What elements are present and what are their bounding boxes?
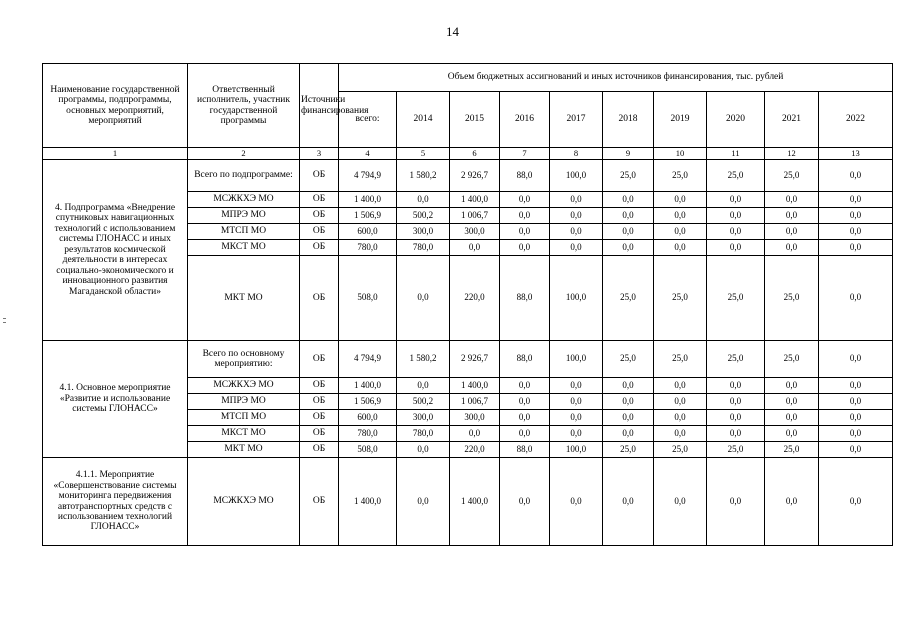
year-value-cell: 0,0 xyxy=(397,256,450,341)
year-value-cell: 0,0 xyxy=(450,426,500,442)
total-cell: 1 506,9 xyxy=(339,208,397,224)
year-value-cell: 25,0 xyxy=(765,442,819,458)
total-cell: 508,0 xyxy=(339,442,397,458)
scan-mark xyxy=(3,318,6,319)
total-cell: 780,0 xyxy=(339,240,397,256)
total-cell: 600,0 xyxy=(339,224,397,240)
column-number-row xyxy=(43,148,893,160)
year-value-cell: 0,0 xyxy=(819,256,893,341)
year-value-cell: 100,0 xyxy=(550,341,603,378)
year-value-cell: 0,0 xyxy=(654,192,707,208)
year-value-cell: 0,0 xyxy=(819,160,893,192)
executor-cell: Всего по основному мероприятию: xyxy=(188,341,300,378)
executor-cell: МКТ МО xyxy=(188,442,300,458)
year-value-cell: 0,0 xyxy=(500,224,550,240)
year-value-cell: 0,0 xyxy=(500,192,550,208)
year-value-cell: 88,0 xyxy=(500,160,550,192)
year-value-cell: 100,0 xyxy=(550,160,603,192)
year-value-cell: 100,0 xyxy=(550,256,603,341)
year-value-cell: 25,0 xyxy=(707,442,765,458)
year-value-cell: 0,0 xyxy=(765,240,819,256)
column-number: 8 xyxy=(550,148,603,160)
year-value-cell: 0,0 xyxy=(603,208,654,224)
executor-cell: МПРЭ МО xyxy=(188,208,300,224)
column-number: 7 xyxy=(500,148,550,160)
column-number: 10 xyxy=(654,148,707,160)
year-value-cell: 0,0 xyxy=(819,224,893,240)
header-year: 2014 xyxy=(397,92,450,148)
year-value-cell: 25,0 xyxy=(654,442,707,458)
executor-cell: Всего по подпрограмме: xyxy=(188,160,300,192)
source-cell: ОБ xyxy=(300,224,339,240)
year-value-cell: 25,0 xyxy=(603,160,654,192)
year-value-cell: 88,0 xyxy=(500,442,550,458)
year-value-cell: 1 400,0 xyxy=(450,192,500,208)
year-value-cell: 0,0 xyxy=(550,240,603,256)
executor-cell: МПРЭ МО xyxy=(188,394,300,410)
year-value-cell: 0,0 xyxy=(603,410,654,426)
year-value-cell: 300,0 xyxy=(450,410,500,426)
column-number: 2 xyxy=(188,148,300,160)
total-cell: 4 794,9 xyxy=(339,160,397,192)
year-value-cell: 0,0 xyxy=(819,208,893,224)
year-value-cell: 0,0 xyxy=(765,394,819,410)
year-value-cell: 0,0 xyxy=(550,394,603,410)
year-value-cell: 0,0 xyxy=(603,458,654,546)
year-value-cell: 0,0 xyxy=(765,224,819,240)
header-year: 2018 xyxy=(603,92,654,148)
header-year: 2016 xyxy=(500,92,550,148)
group-title: 4.1.1. Мероприятие «Совершенствование системы мониторинга передвижения автотранспортных средств с использованием технологий ГЛОНАСС» xyxy=(43,458,188,546)
header-year: 2020 xyxy=(707,92,765,148)
source-cell: ОБ xyxy=(300,160,339,192)
executor-cell: МКТ МО xyxy=(188,256,300,341)
source-cell: ОБ xyxy=(300,394,339,410)
year-value-cell: 0,0 xyxy=(603,240,654,256)
year-value-cell: 0,0 xyxy=(707,378,765,394)
year-value-cell: 0,0 xyxy=(550,426,603,442)
year-value-cell: 100,0 xyxy=(550,442,603,458)
year-value-cell: 0,0 xyxy=(603,426,654,442)
header-volume: Объем бюджетных ассигнований и иных источников финансирования, тыс. рублей xyxy=(339,64,893,92)
total-cell: 1 400,0 xyxy=(339,192,397,208)
column-number: 9 xyxy=(603,148,654,160)
year-value-cell: 220,0 xyxy=(450,256,500,341)
year-value-cell: 1 580,2 xyxy=(397,341,450,378)
year-value-cell: 25,0 xyxy=(654,160,707,192)
year-value-cell: 0,0 xyxy=(603,394,654,410)
source-cell: ОБ xyxy=(300,341,339,378)
year-value-cell: 25,0 xyxy=(654,341,707,378)
year-value-cell: 0,0 xyxy=(450,240,500,256)
year-value-cell: 0,0 xyxy=(707,458,765,546)
year-value-cell: 0,0 xyxy=(819,240,893,256)
year-value-cell: 25,0 xyxy=(707,256,765,341)
year-value-cell: 0,0 xyxy=(654,394,707,410)
year-value-cell: 0,0 xyxy=(603,378,654,394)
year-value-cell: 25,0 xyxy=(603,442,654,458)
table-row xyxy=(43,160,893,192)
year-value-cell: 0,0 xyxy=(765,378,819,394)
year-value-cell: 0,0 xyxy=(550,458,603,546)
total-cell: 1 506,9 xyxy=(339,394,397,410)
executor-cell: МКСТ МО xyxy=(188,240,300,256)
year-value-cell: 1 006,7 xyxy=(450,208,500,224)
executor-cell: МТСП МО xyxy=(188,224,300,240)
year-value-cell: 1 400,0 xyxy=(450,378,500,394)
year-value-cell: 500,2 xyxy=(397,208,450,224)
scan-mark xyxy=(3,322,6,323)
year-value-cell: 88,0 xyxy=(500,256,550,341)
year-value-cell: 0,0 xyxy=(500,378,550,394)
year-value-cell: 300,0 xyxy=(450,224,500,240)
source-cell: ОБ xyxy=(300,410,339,426)
source-cell: ОБ xyxy=(300,458,339,546)
source-cell: ОБ xyxy=(300,256,339,341)
column-number: 12 xyxy=(765,148,819,160)
year-value-cell: 0,0 xyxy=(654,410,707,426)
year-value-cell: 25,0 xyxy=(603,341,654,378)
year-value-cell: 0,0 xyxy=(397,458,450,546)
total-cell: 1 400,0 xyxy=(339,378,397,394)
header-source: Источники финансирования xyxy=(300,64,339,148)
year-value-cell: 1 580,2 xyxy=(397,160,450,192)
source-cell: ОБ xyxy=(300,378,339,394)
year-value-cell: 0,0 xyxy=(550,378,603,394)
year-value-cell: 0,0 xyxy=(397,442,450,458)
source-cell: ОБ xyxy=(300,240,339,256)
year-value-cell: 2 926,7 xyxy=(450,341,500,378)
header-year: 2021 xyxy=(765,92,819,148)
year-value-cell: 0,0 xyxy=(707,192,765,208)
year-value-cell: 25,0 xyxy=(707,160,765,192)
year-value-cell: 25,0 xyxy=(765,341,819,378)
year-value-cell: 0,0 xyxy=(603,224,654,240)
year-value-cell: 25,0 xyxy=(707,341,765,378)
year-value-cell: 0,0 xyxy=(819,341,893,378)
executor-cell: МСЖКХЭ МО xyxy=(188,458,300,546)
table-row xyxy=(43,458,893,546)
year-value-cell: 25,0 xyxy=(765,160,819,192)
year-value-cell: 0,0 xyxy=(765,426,819,442)
year-value-cell: 0,0 xyxy=(654,458,707,546)
executor-cell: МСЖКХЭ МО xyxy=(188,192,300,208)
year-value-cell: 0,0 xyxy=(550,224,603,240)
year-value-cell: 1 006,7 xyxy=(450,394,500,410)
executor-cell: МСЖКХЭ МО xyxy=(188,378,300,394)
year-value-cell: 0,0 xyxy=(707,410,765,426)
executor-cell: МТСП МО xyxy=(188,410,300,426)
year-value-cell: 0,0 xyxy=(819,410,893,426)
year-value-cell: 0,0 xyxy=(765,192,819,208)
year-value-cell: 0,0 xyxy=(765,410,819,426)
year-value-cell: 0,0 xyxy=(819,378,893,394)
total-cell: 1 400,0 xyxy=(339,458,397,546)
year-value-cell: 0,0 xyxy=(654,426,707,442)
year-value-cell: 0,0 xyxy=(550,192,603,208)
year-value-cell: 0,0 xyxy=(819,458,893,546)
year-value-cell: 0,0 xyxy=(603,192,654,208)
group-title: 4.1. Основное мероприятие «Развитие и использование системы ГЛОНАСС» xyxy=(43,341,188,458)
source-cell: ОБ xyxy=(300,192,339,208)
year-value-cell: 500,2 xyxy=(397,394,450,410)
year-value-cell: 0,0 xyxy=(765,208,819,224)
source-cell: ОБ xyxy=(300,208,339,224)
year-value-cell: 0,0 xyxy=(500,426,550,442)
year-value-cell: 0,0 xyxy=(397,378,450,394)
column-number: 3 xyxy=(300,148,339,160)
year-value-cell: 0,0 xyxy=(397,192,450,208)
year-value-cell: 0,0 xyxy=(765,458,819,546)
year-value-cell: 0,0 xyxy=(707,240,765,256)
header-year: 2017 xyxy=(550,92,603,148)
executor-cell: МКСТ МО xyxy=(188,426,300,442)
year-value-cell: 0,0 xyxy=(550,208,603,224)
year-value-cell: 0,0 xyxy=(654,208,707,224)
header-year: 2015 xyxy=(450,92,500,148)
group-title: 4. Подпрограмма «Внедрение спутниковых навигационных технологий с использованием системы ГЛОНАСС и иных результатов космической деятельности в интересах социально-экономического и инновационного развития Магаданской области» xyxy=(43,160,188,341)
year-value-cell: 2 926,7 xyxy=(450,160,500,192)
total-cell: 780,0 xyxy=(339,426,397,442)
year-value-cell: 0,0 xyxy=(819,394,893,410)
year-value-cell: 0,0 xyxy=(819,426,893,442)
column-number: 13 xyxy=(819,148,893,160)
page-number: 14 xyxy=(446,24,459,39)
year-value-cell: 0,0 xyxy=(819,442,893,458)
budget-table xyxy=(42,63,893,546)
year-value-cell: 88,0 xyxy=(500,341,550,378)
year-value-cell: 0,0 xyxy=(500,208,550,224)
year-value-cell: 0,0 xyxy=(654,224,707,240)
total-cell: 508,0 xyxy=(339,256,397,341)
year-value-cell: 0,0 xyxy=(707,394,765,410)
year-value-cell: 0,0 xyxy=(654,240,707,256)
year-value-cell: 0,0 xyxy=(500,394,550,410)
header-total: всего: xyxy=(339,92,397,148)
header-executor: Ответственный исполнитель, участник государственной программы xyxy=(188,64,300,148)
header-year: 2019 xyxy=(654,92,707,148)
source-cell: ОБ xyxy=(300,442,339,458)
table-row xyxy=(43,341,893,378)
column-number: 4 xyxy=(339,148,397,160)
header-name: Наименование государственной программы, подпрограммы, основных мероприятий, мероприятий xyxy=(43,64,188,148)
year-value-cell: 0,0 xyxy=(500,240,550,256)
year-value-cell: 780,0 xyxy=(397,240,450,256)
year-value-cell: 220,0 xyxy=(450,442,500,458)
year-value-cell: 0,0 xyxy=(707,208,765,224)
year-value-cell: 0,0 xyxy=(550,410,603,426)
year-value-cell: 300,0 xyxy=(397,224,450,240)
year-value-cell: 1 400,0 xyxy=(450,458,500,546)
column-number: 5 xyxy=(397,148,450,160)
source-cell: ОБ xyxy=(300,426,339,442)
year-value-cell: 25,0 xyxy=(654,256,707,341)
year-value-cell: 25,0 xyxy=(603,256,654,341)
year-value-cell: 0,0 xyxy=(819,192,893,208)
year-value-cell: 0,0 xyxy=(500,410,550,426)
year-value-cell: 0,0 xyxy=(654,378,707,394)
year-value-cell: 0,0 xyxy=(707,426,765,442)
total-cell: 600,0 xyxy=(339,410,397,426)
year-value-cell: 300,0 xyxy=(397,410,450,426)
table-body xyxy=(43,160,893,546)
year-value-cell: 780,0 xyxy=(397,426,450,442)
total-cell: 4 794,9 xyxy=(339,341,397,378)
column-number: 6 xyxy=(450,148,500,160)
column-number: 1 xyxy=(43,148,188,160)
header-year: 2022 xyxy=(819,92,893,148)
column-number: 11 xyxy=(707,148,765,160)
year-value-cell: 0,0 xyxy=(500,458,550,546)
year-value-cell: 25,0 xyxy=(765,256,819,341)
year-value-cell: 0,0 xyxy=(707,224,765,240)
